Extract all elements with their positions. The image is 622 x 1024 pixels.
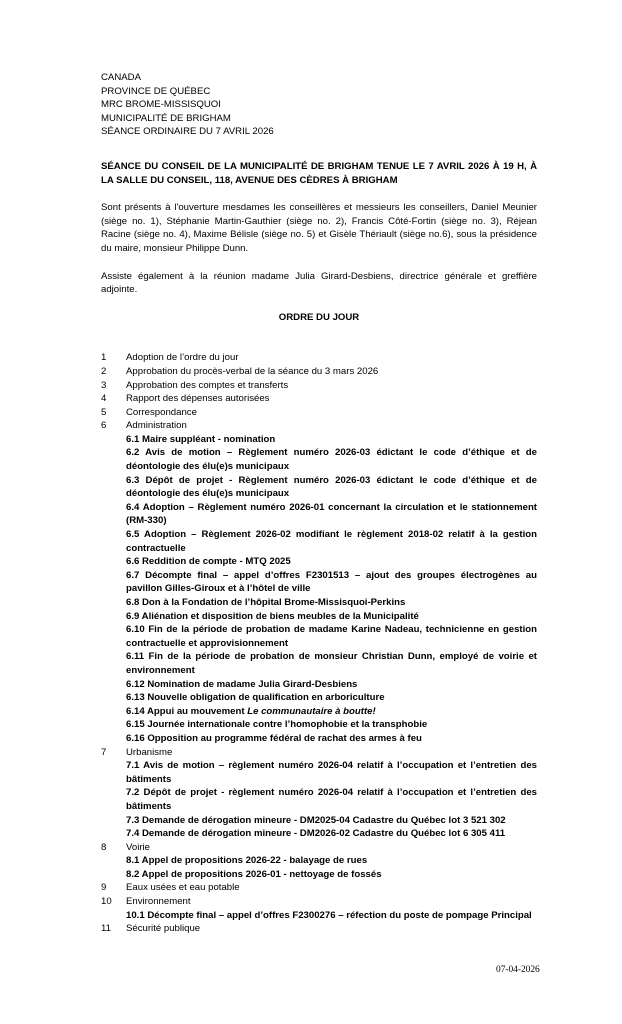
agenda-subitem <box>126 814 537 828</box>
agenda-subitem-text: 6.14 Appui au mouvement <box>126 705 248 717</box>
agenda-item-label: Approbation des comptes et transferts <box>126 379 289 391</box>
agenda-subitem <box>126 569 537 596</box>
agenda-subitem <box>126 474 537 501</box>
agenda-item-label: Administration <box>126 420 187 432</box>
agenda-subitem-text: 6.7 Décompte final – appel d’offres F2301513 – ajout des groupes électrogènes au pavillon Gilles-Giroux et à l’hôtel de ville <box>126 569 537 595</box>
agenda-list <box>101 351 537 936</box>
agenda-item-number: 5 <box>101 406 107 418</box>
agenda-subitem <box>126 854 537 868</box>
agenda-item-label: Voirie <box>126 841 150 853</box>
agenda-subitem <box>126 705 537 719</box>
agenda-item <box>101 419 537 433</box>
agenda-item-label: Adoption de l’ordre du jour <box>126 352 239 364</box>
agenda-subitem <box>126 623 537 650</box>
agenda-subitem-text: 6.1 Maire suppléant - nomination <box>126 433 276 445</box>
agenda-subitem <box>126 678 537 692</box>
assiste-paragraph: Assiste également à la réunion madame Julia Girard-Desbiens, directrice générale et greffière adjointe. <box>101 270 537 296</box>
agenda-subitem <box>126 501 537 528</box>
agenda-subitem-text: 7.4 Demande de dérogation mineure - DM2026-02 Cadastre du Québec lot 6 305 411 <box>126 828 506 840</box>
agenda-subitem-text: 6.12 Nomination de madame Julia Girard-Desbiens <box>126 678 358 690</box>
agenda-subitem-text: 10.1 Décompte final – appel d’offres F2300276 – réfection du poste de pompage Principal <box>126 909 532 921</box>
agenda-subitem <box>126 786 537 813</box>
agenda-item-label: Environnement <box>126 896 191 908</box>
header-country: CANADA <box>101 72 141 83</box>
agenda-subitem-text: 6.11 Fin de la période de probation de monsieur Christian Dunn, employé de voirie et environnement <box>126 651 537 676</box>
agenda-item-number: 3 <box>101 379 107 391</box>
agenda-item <box>101 351 537 365</box>
document-page <box>101 71 537 936</box>
agenda-subitem <box>126 596 537 610</box>
agenda-item <box>101 895 537 909</box>
agenda-subitem-text: 6.4 Adoption – Règlement numéro 2026-01 concernant la circulation et le stationnement (RM-330) <box>126 501 537 527</box>
agenda-subitem-text: 6.3 Dépôt de projet - Règlement numéro 2026-03 édictant le code d’éthique et de déontologie des élu(e)s municipaux <box>126 474 537 500</box>
agenda-subitem-italic: Le communautaire à boutte! <box>247 705 376 717</box>
agenda-subitem-text: 8.1 Appel de propositions 2026-22 - balayage de rues <box>126 855 368 867</box>
agenda-item-label: Rapport des dépenses autorisées <box>126 393 270 405</box>
agenda-subitem-text: 6.9 Aliénation et disposition de biens meubles de la Municipalité <box>126 610 419 622</box>
agenda-subitem-text: 6.10 Fin de la période de probation de madame Karine Nadeau, technicienne en gestion contractuelle et approvisionnement <box>126 624 537 649</box>
agenda-subitem-text: 7.1 Avis de motion – règlement numéro 2026-04 relatif à l’occupation et l’entretien des bâtiments <box>126 760 537 785</box>
header-block <box>101 71 537 139</box>
agenda-item-number: 2 <box>101 365 107 377</box>
agenda-subitem <box>126 528 537 555</box>
presence-paragraph: Sont présents à l'ouverture mesdames les conseillères et messieurs les conseillers, Daniel Meunier (siège no. 1), Stéphanie Martin-Gauthier (siège no. 2), Francis Côté-Fortin (siège no. 3), Réjean Racine (siège no. 4), Maxime Bélisle (siège no. 5) et Gisèle Thériault (siège no.6), sous la présidence du maire, monsieur Philippe Dunn. <box>101 202 537 254</box>
agenda-item-label: Sécurité publique <box>126 923 201 935</box>
agenda-subitem-text: 6.8 Don à la Fondation de l’hôpital Brome-Missisquoi-Perkins <box>126 597 406 608</box>
agenda-subitem-text: 6.5 Adoption – Règlement 2026-02 modifiant le règlement 2018-02 relatif à la gestion contractuelle <box>126 529 537 554</box>
agenda-item-label: Approbation du procès-verbal de la séance du 3 mars 2026 <box>126 365 379 377</box>
agenda-subitem-text: 6.2 Avis de motion – Règlement numéro 2026-03 édictant le code d’éthique et de déontologie des élu(e)s municipaux <box>126 447 537 473</box>
agenda-item-number: 7 <box>101 746 107 758</box>
agenda-item <box>101 746 537 760</box>
agenda-item <box>101 406 537 420</box>
agenda-item-number: 4 <box>101 393 107 405</box>
agenda-subitem <box>126 732 537 746</box>
agenda-subitem-text: 6.16 Opposition au programme fédéral de rachat des armes à feu <box>126 732 422 744</box>
agenda-subitem <box>126 691 537 705</box>
agenda-item-number: 9 <box>101 882 107 894</box>
agenda-subitem <box>126 446 537 473</box>
agenda-subitem <box>126 909 537 923</box>
agenda-item <box>101 881 537 895</box>
header-session: SÉANCE ORDINAIRE DU 7 AVRIL 2026 <box>101 126 274 138</box>
agenda-item-label: Eaux usées et eau potable <box>126 882 240 894</box>
footer-date: 07-04-2026 <box>496 965 540 975</box>
agenda-item <box>101 841 537 855</box>
agenda-item-number: 8 <box>101 841 107 853</box>
agenda-item-label: Urbanisme <box>126 746 173 758</box>
agenda-subitem <box>126 827 537 841</box>
header-province: PROVINCE DE QUÉBEC <box>101 85 211 97</box>
agenda-subitem <box>126 555 537 569</box>
agenda-subitem <box>126 650 537 677</box>
agenda-item-label: Correspondance <box>126 406 197 418</box>
agenda-subitem-text: 8.2 Appel de propositions 2026-01 - nettoyage de fossés <box>126 868 382 880</box>
agenda-subitem-text: 6.15 Journée internationale contre l’homophobie et la transphobie <box>126 719 428 731</box>
agenda-item-number: 11 <box>101 923 111 935</box>
agenda-heading: ORDRE DU JOUR <box>278 311 360 323</box>
header-mrc: MRC BROME-MISSISQUOI <box>101 99 221 111</box>
agenda-subitem <box>126 868 537 882</box>
agenda-item-number: 1 <box>101 352 107 364</box>
agenda-subitem <box>126 759 537 786</box>
agenda-subitem-text: 7.3 Demande de dérogation mineure - DM2025-04 Cadastre du Québec lot 3 521 302 <box>126 814 506 826</box>
agenda-subitem <box>126 610 537 624</box>
agenda-subitem-text: 6.6 Reddition de compte - MTQ 2025 <box>126 556 291 568</box>
header-municipality: MUNICIPALITÉ DE BRIGHAM <box>101 112 231 124</box>
agenda-item <box>101 365 537 379</box>
agenda-item-number: 6 <box>101 420 107 432</box>
agenda-item <box>101 392 537 406</box>
agenda-subitem <box>126 718 537 732</box>
meeting-title: SÉANCE DU CONSEIL DE LA MUNICIPALITÉ DE BRIGHAM TENUE LE 7 AVRIL 2026 À 19 H, À LA SALLE DU CONSEIL, 118, AVENUE DES CÈDRES À BRIGHAM <box>101 160 537 186</box>
agenda-item <box>101 379 537 393</box>
agenda-subitem <box>126 433 537 447</box>
agenda-item-number: 10 <box>101 896 112 908</box>
agenda-subitem-text: 7.2 Dépôt de projet - règlement numéro 2026-04 relatif à l’occupation et l’entretien des bâtiments <box>126 787 537 812</box>
agenda-subitem-text: 6.13 Nouvelle obligation de qualification en arboriculture <box>126 692 385 704</box>
agenda-item <box>101 922 537 936</box>
